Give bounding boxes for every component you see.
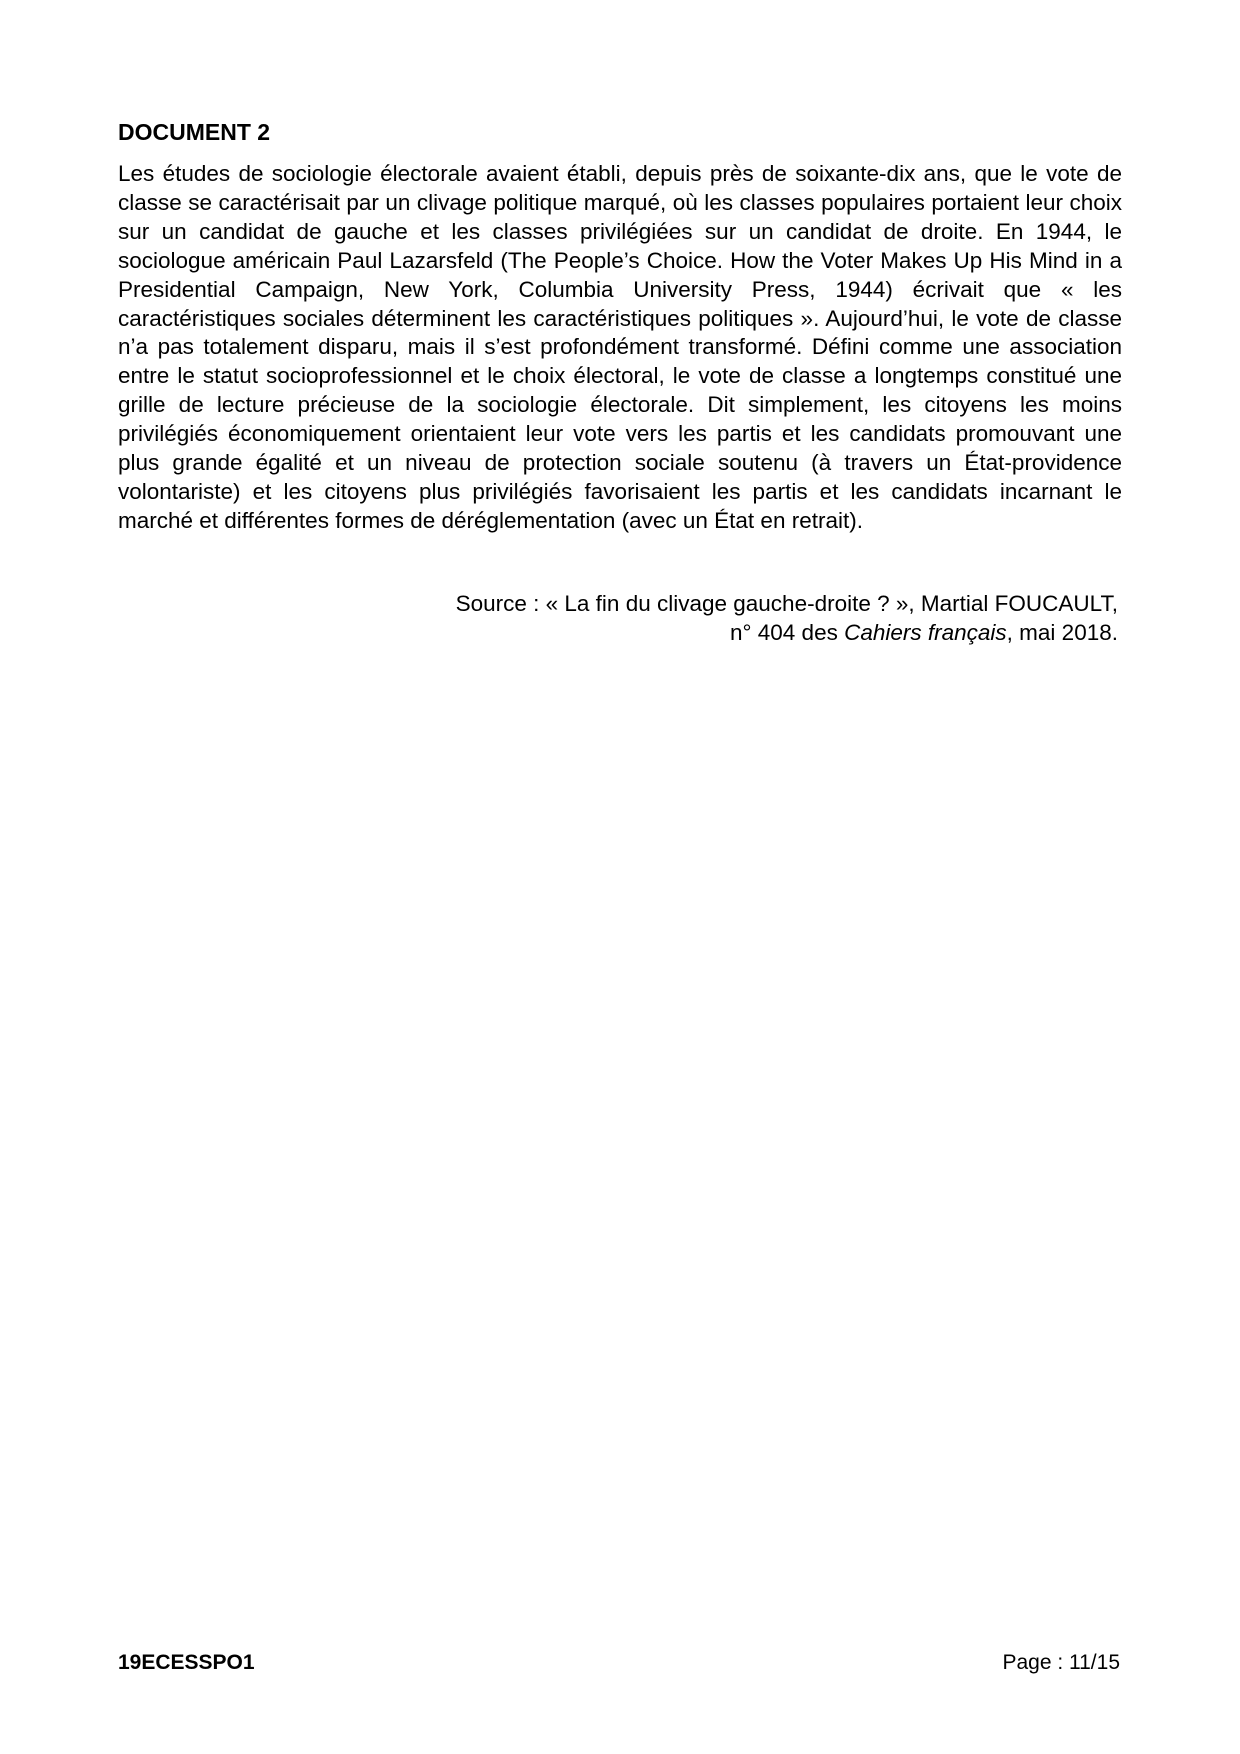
source-publication-title: Cahiers français: [844, 619, 1007, 645]
footer-exam-code: 19ECESSPO1: [118, 1651, 255, 1674]
source-line-2-suffix: , mai 2018.: [1006, 619, 1118, 645]
source-line-2: [456, 619, 1118, 648]
footer-page-number: Page : 11/15: [1002, 1651, 1120, 1674]
source-line-1: Source : « La fin du clivage gauche-droite ? », Martial FOUCAULT,: [455, 591, 1118, 616]
document-body-text: Les études de sociologie électorale avaient établi, depuis près de soixante-dix ans, que le vote de classe se caractérisait par un clivage politique marqué, où les classes populaires portaient leur choix sur un candidat de gauche et les classes privilégiées sur un candidat de droite. En 1944, le sociologue américain Paul Lazarsfeld (The People’s Choice. How the Voter Makes Up His Mind in a Presidential Campaign, New York, Columbia University Press, 1944) écrivait que « les caractéristiques sociales déterminent les caractéristiques politiques ». Aujourd’hui, le vote de classe n’a pas totalement disparu, mais il s’est profondément transformé. Défini comme une association entre le statut socioprofessionnel et le choix électoral, le vote de classe a longtemps constitué une grille de lecture précieuse de la sociologie électorale. Dit simplement, les citoyens les moins privilégiés économiquement orientaient leur vote vers les partis et les candidats promouvant une plus grande égalité et un niveau de protection sociale soutenu (à travers un État-providence volontariste) et les citoyens plus privilégiés favorisaient les partis et les candidats incarnant le marché et différentes formes de déréglementation (avec un État en retrait).: [118, 161, 1122, 533]
source-citation: [456, 590, 1118, 648]
source-line-2-prefix: n° 404 des: [730, 619, 845, 645]
document-heading: DOCUMENT 2: [118, 119, 271, 145]
